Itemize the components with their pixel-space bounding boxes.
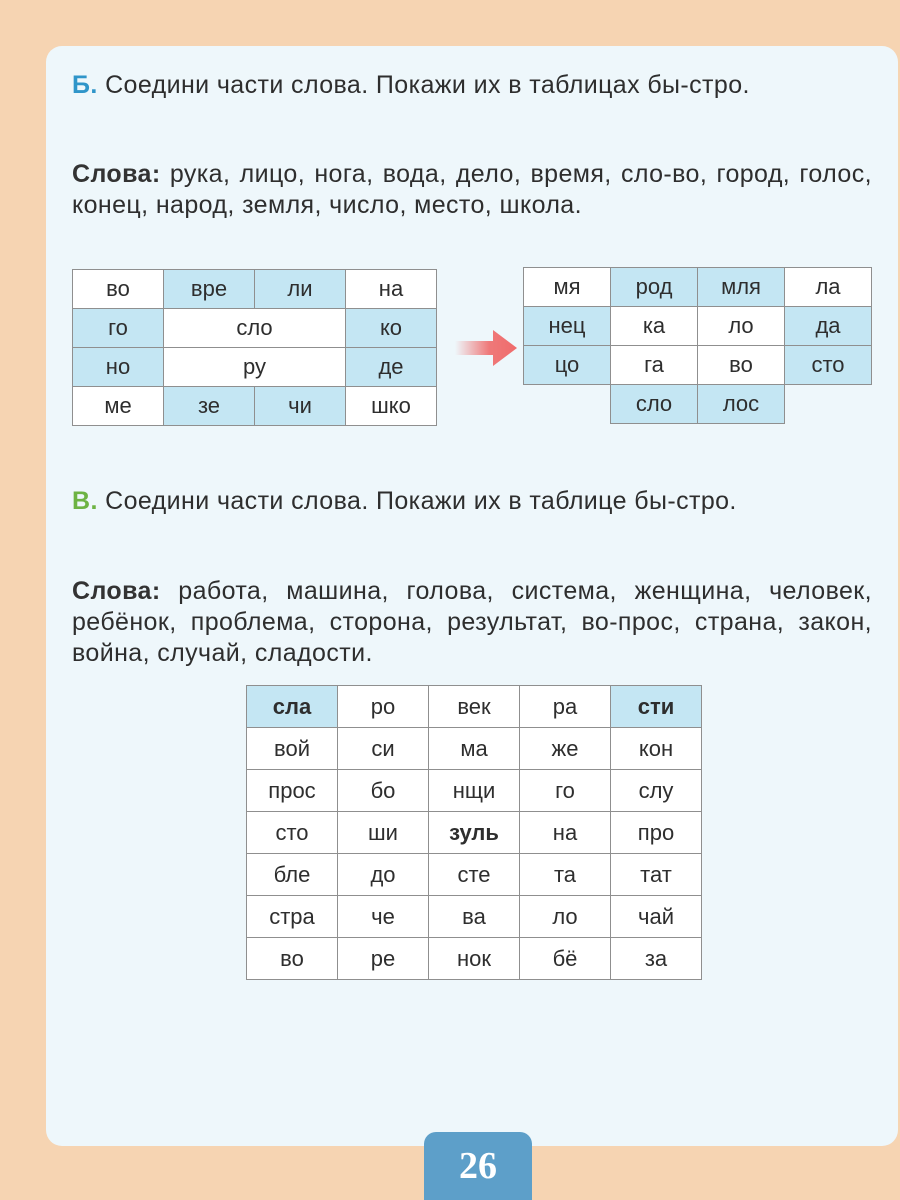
syllable-cell: та xyxy=(519,853,611,896)
syllable-cell: сла xyxy=(246,685,338,728)
syllable-cell: ло xyxy=(519,895,611,938)
section-b-words-list: рука, лицо, нога, вода, дело, время, сло-во, город, голос, конец, народ, земля, число, место, школа. xyxy=(72,160,872,219)
section-v-words xyxy=(72,576,872,669)
syllable-cell: го xyxy=(72,308,164,348)
syllable-cell: сло xyxy=(163,308,346,348)
syllable-cell: си xyxy=(337,727,429,770)
syllable-cell: кон xyxy=(610,727,702,770)
syllable-cell: ро xyxy=(337,685,429,728)
syllable-cell: цо xyxy=(523,345,611,385)
syllable-cell: шко xyxy=(345,386,437,426)
syllable-cell: же xyxy=(519,727,611,770)
syllable-cell: зуль xyxy=(428,811,520,854)
syllable-cell: за xyxy=(610,937,702,980)
syllable-cell: бле xyxy=(246,853,338,896)
syllable-cell: на xyxy=(519,811,611,854)
syllable-cell: во xyxy=(246,937,338,980)
syllable-cell: про xyxy=(610,811,702,854)
section-b-letter: Б. xyxy=(72,71,98,99)
syllable-cell: да xyxy=(784,306,872,346)
section-v-words-label: Слова: xyxy=(72,577,161,605)
syllable-cell: нок xyxy=(428,937,520,980)
syllable-cell: но xyxy=(72,347,164,387)
syllable-cell: ма xyxy=(428,727,520,770)
syllable-cell: ка xyxy=(610,306,698,346)
section-b-words xyxy=(72,159,872,221)
syllable-cell: ме xyxy=(72,386,164,426)
syllable-cell: чи xyxy=(254,386,346,426)
syllable-cell: ре xyxy=(337,937,429,980)
syllable-cell: зе xyxy=(163,386,255,426)
syllable-cell: бё xyxy=(519,937,611,980)
syllable-cell: сти xyxy=(610,685,702,728)
syllable-cell: слу xyxy=(610,769,702,812)
syllable-cell: лос xyxy=(697,384,785,424)
syllable-cell: го xyxy=(519,769,611,812)
syllable-cell: сте xyxy=(428,853,520,896)
syllable-cell: на xyxy=(345,269,437,309)
syllable-cell: мя xyxy=(523,267,611,307)
syllable-cell: ру xyxy=(163,347,346,387)
page-number: 26 xyxy=(424,1132,532,1200)
section-b-words-label: Слова: xyxy=(72,160,161,188)
syllable-cell: сто xyxy=(784,345,872,385)
syllable-cell: ла xyxy=(784,267,872,307)
syllable-cell: вой xyxy=(246,727,338,770)
syllable-cell: ли xyxy=(254,269,346,309)
syllable-cell: род xyxy=(610,267,698,307)
syllable-cell: век xyxy=(428,685,520,728)
syllable-cell: тат xyxy=(610,853,702,896)
syllable-cell: нщи xyxy=(428,769,520,812)
syllable-cell: нец xyxy=(523,306,611,346)
syllable-cell: ко xyxy=(345,308,437,348)
syllable-cell: че xyxy=(337,895,429,938)
syllable-cell: сто xyxy=(246,811,338,854)
syllable-cell: ва xyxy=(428,895,520,938)
syllable-cell: вре xyxy=(163,269,255,309)
section-v-instruction-text: Соедини части слова. Покажи их в таблице бы-стро. xyxy=(105,487,737,515)
syllable-cell: сло xyxy=(610,384,698,424)
syllable-cell: бо xyxy=(337,769,429,812)
syllable-cell: ло xyxy=(697,306,785,346)
syllable-cell: чай xyxy=(610,895,702,938)
syllable-cell: до xyxy=(337,853,429,896)
section-b-instruction-text: Соедини части слова. Покажи их в таблицах бы-стро. xyxy=(105,71,750,99)
section-v-words-list: работа, машина, голова, система, женщина, человек, ребёнок, проблема, сторона, результат, во-прос, страна, закон, война, случай, сладости. xyxy=(72,577,872,667)
syllable-cell: во xyxy=(697,345,785,385)
section-v-instruction xyxy=(72,486,872,517)
syllable-cell: стра xyxy=(246,895,338,938)
syllable-cell: прос xyxy=(246,769,338,812)
syllable-cell: мля xyxy=(697,267,785,307)
syllable-cell: де xyxy=(345,347,437,387)
syllable-cell: ши xyxy=(337,811,429,854)
section-v-letter: В. xyxy=(72,487,98,515)
syllable-cell: га xyxy=(610,345,698,385)
syllable-cell: ра xyxy=(519,685,611,728)
arrow-right-icon xyxy=(455,330,517,366)
section-b-instruction xyxy=(72,70,872,101)
syllable-cell: во xyxy=(72,269,164,309)
